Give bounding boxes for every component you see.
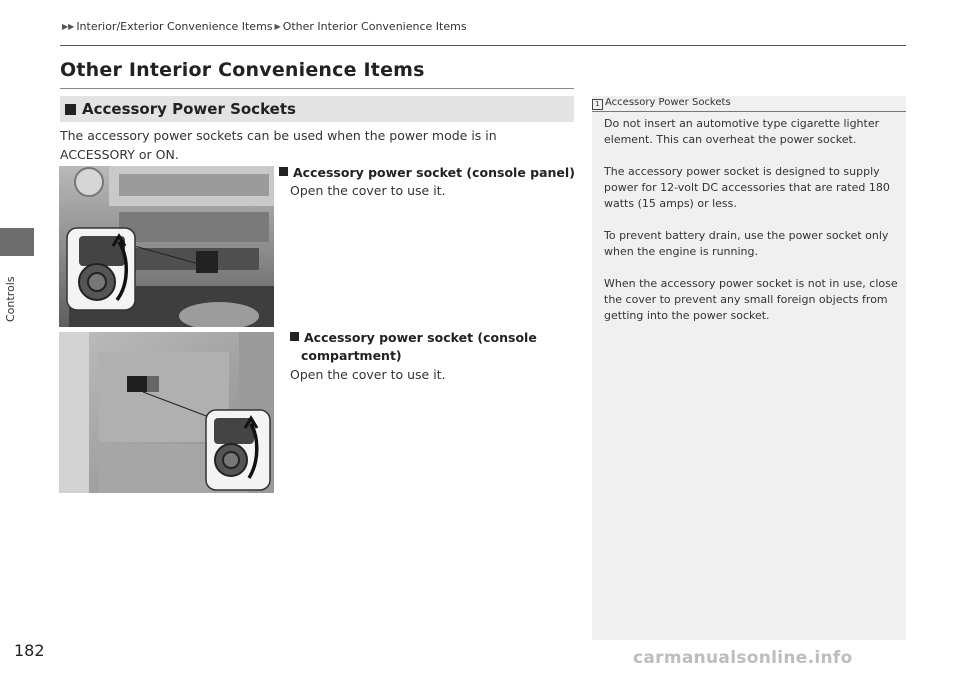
title-divider <box>60 88 574 89</box>
breadcrumb-arrow-icon: ▶ <box>274 22 281 31</box>
breadcrumb-arrow-icon: ▶▶ <box>62 22 75 31</box>
section-intro: The accessory power sockets can be used when the power mode is in ACCESSORY or ON. <box>60 128 497 162</box>
chapter-label: Controls <box>4 276 17 322</box>
page-number: 182 <box>14 641 45 660</box>
note-divider <box>592 111 906 112</box>
item-body-console-compartment: Open the cover to use it. <box>290 367 446 382</box>
section-title: Accessory Power Sockets <box>82 100 296 118</box>
breadcrumb-item-2[interactable]: Other Interior Convenience Items <box>282 20 467 33</box>
item-square-icon <box>290 332 299 341</box>
item-square-icon <box>279 167 288 176</box>
item-heading-console-panel <box>279 164 579 182</box>
header-divider <box>60 45 906 46</box>
note-paragraph: When the accessory power socket is not in use, close the cover to prevent any small foreign objects from getting into the power socket. <box>604 277 898 322</box>
note-marker-icon: 1 <box>592 99 603 110</box>
note-body <box>604 116 900 340</box>
note-paragraph: Do not insert an automotive type cigarette lighter element. This can overheat the power socket. <box>604 117 880 146</box>
breadcrumb-item-1[interactable]: Interior/Exterior Convenience Items <box>76 20 273 33</box>
console-panel-photo <box>59 166 274 327</box>
section-header <box>60 96 574 122</box>
item-heading-text: Accessory power socket (console panel) <box>293 165 575 180</box>
console-compartment-photo <box>59 332 274 493</box>
item-body-console-panel: Open the cover to use it. <box>290 183 446 198</box>
item-heading-text: Accessory power socket (console compartment) <box>301 330 537 363</box>
note-paragraph: The accessory power socket is designed to supply power for 12-volt DC accessories that are rated 180 watts (15 amps) or less. <box>604 165 890 210</box>
breadcrumb <box>62 20 467 33</box>
note-paragraph: To prevent battery drain, use the power socket only when the engine is running. <box>604 229 889 258</box>
item-heading-console-compartment <box>290 329 570 365</box>
watermark: carmanualsonline.info <box>633 648 853 668</box>
note-heading <box>592 97 906 110</box>
chapter-tab <box>0 228 34 256</box>
note-heading-text: Accessory Power Sockets <box>605 97 731 108</box>
section-square-icon <box>65 104 76 115</box>
page-title: Other Interior Convenience Items <box>60 59 425 81</box>
